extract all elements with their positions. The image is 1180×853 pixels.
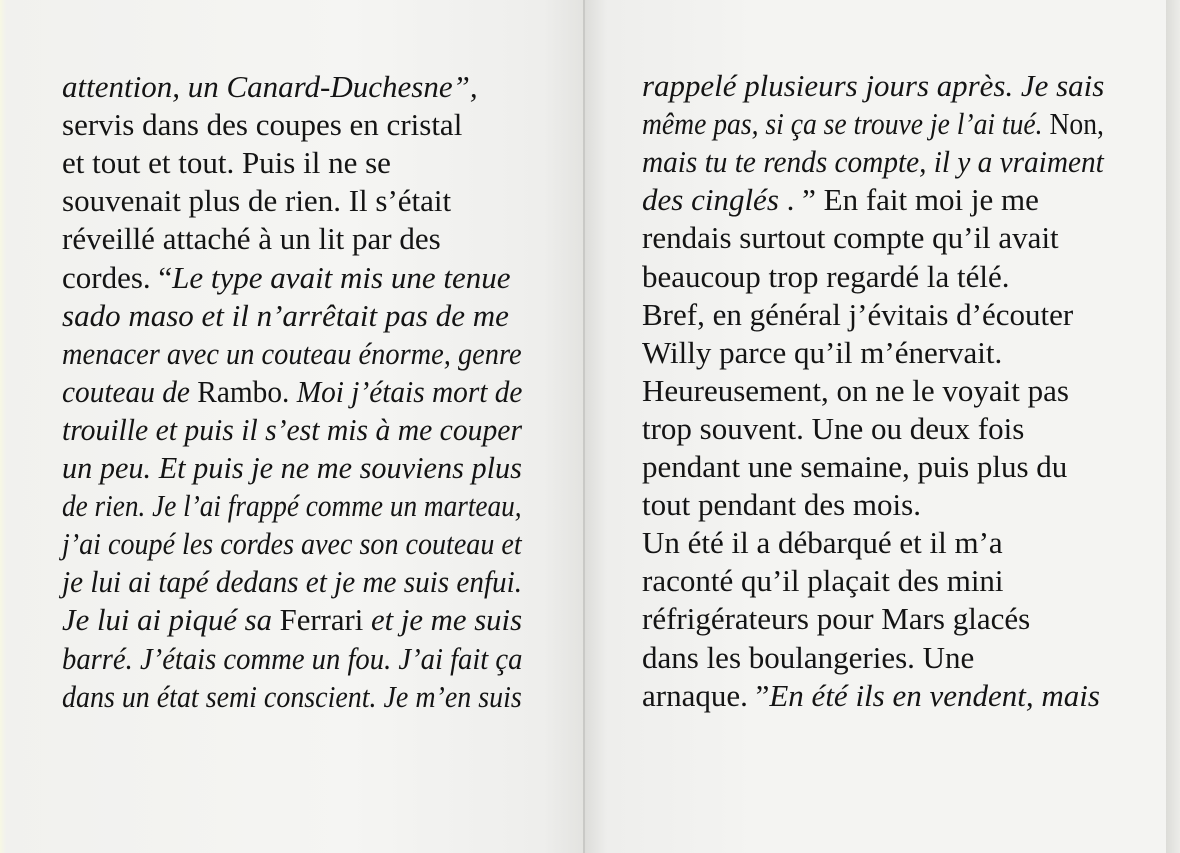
text-segment: rendais surtout compte qu’il avait xyxy=(642,220,1059,256)
text-line xyxy=(642,296,1104,334)
text-line xyxy=(62,487,522,525)
text-line xyxy=(642,372,1104,410)
text-line xyxy=(62,182,522,220)
text-segment: de rien. Je l’ai frappé comme un marteau, xyxy=(62,488,522,524)
text-line xyxy=(62,373,523,411)
text-segment: trouille et puis il s’est mis à me couper xyxy=(62,411,522,447)
text-line xyxy=(642,258,1104,296)
text-segment: j’ai coupé les cordes avec son couteau et xyxy=(62,526,522,562)
text-line xyxy=(62,640,523,678)
text-line xyxy=(642,562,1104,600)
page-edge xyxy=(0,0,6,853)
text-segment: En été ils en vendent, mais xyxy=(769,677,1100,713)
text-segment: trop souvent. Une ou deux fois xyxy=(642,410,1025,446)
text-segment: Heureusement, on ne le voyait pas xyxy=(642,372,1069,408)
text-line xyxy=(642,600,1104,638)
text-segment: sado maso et il n’arrêtait pas de me xyxy=(62,297,509,333)
text-segment: Je lui ai piqué sa xyxy=(62,602,280,638)
text-line xyxy=(62,411,522,449)
text-line xyxy=(642,448,1104,486)
text-line xyxy=(62,335,522,373)
text-segment: dans les boulangeries. Une xyxy=(642,639,975,675)
text-segment: un peu. Et puis je ne me souviens plus xyxy=(62,450,522,485)
text-line xyxy=(642,67,1103,105)
page-edge-right xyxy=(1166,0,1180,853)
text-line xyxy=(62,259,522,297)
text-line xyxy=(62,563,523,601)
book-gutter xyxy=(583,0,585,853)
text-segment: rappelé plusieurs jours après. Je sais xyxy=(642,68,1105,103)
text-segment: Ferrari xyxy=(279,602,364,638)
text-segment: Rambo. xyxy=(197,373,290,409)
text-line xyxy=(642,143,1104,181)
text-segment: réfrigérateurs pour Mars glacés xyxy=(642,601,1031,637)
text-segment: Un été il a débarqué et il m’a xyxy=(642,525,1003,561)
text-segment: réveillé attaché à un lit par des xyxy=(62,221,441,257)
text-segment: même pas, si ça se trouve je l’ai tué. xyxy=(642,106,1050,142)
text-segment: souvenait plus de rien. Il s’était xyxy=(62,183,452,219)
text-line xyxy=(62,601,523,639)
text-line xyxy=(642,219,1104,257)
text-segment: raconté qu’il plaçait des mini xyxy=(642,563,1004,599)
text-segment: menacer avec un couteau énorme, genre xyxy=(62,335,522,371)
text-segment: et tout et tout. Puis il ne se xyxy=(62,145,391,181)
text-segment: attention, un Canard-Duchesne”, xyxy=(62,69,478,104)
text-line xyxy=(62,220,522,258)
text-line xyxy=(642,105,1104,143)
text-line xyxy=(62,525,522,563)
text-line xyxy=(642,181,1104,219)
text-segment: Willy parce qu’il m’énervait. xyxy=(642,334,1003,370)
text-segment: Moi j’étais mort de xyxy=(289,373,523,409)
text-segment: cordes. “ xyxy=(62,259,173,295)
text-segment: mais tu te rends compte, il y a vraiment xyxy=(642,144,1104,180)
text-segment: servis dans des coupes en cristal xyxy=(62,107,463,143)
text-line xyxy=(62,678,522,716)
text-segment: pendant une semaine, puis plus du xyxy=(642,449,1068,484)
text-line xyxy=(62,68,522,106)
text-segment: et je me suis xyxy=(363,602,523,638)
text-segment: couteau de xyxy=(62,373,198,409)
text-line xyxy=(62,297,522,335)
text-segment: arnaque. ” xyxy=(642,677,770,713)
text-line xyxy=(642,486,1104,524)
text-line xyxy=(642,639,1104,677)
text-segment: barré. J’étais comme un fou. J’ai fait ça xyxy=(62,640,523,676)
text-segment: Bref, en général j’évitais d’écouter xyxy=(642,296,1074,332)
text-line xyxy=(642,410,1104,448)
text-line xyxy=(62,144,522,182)
text-segment: Le type avait mis une tenue xyxy=(172,259,511,295)
text-segment: dans un état semi conscient. Je m’en suis xyxy=(62,678,522,714)
text-line xyxy=(62,106,522,144)
text-line xyxy=(642,334,1104,372)
text-segment: je lui ai tapé dedans et je me suis enfui. xyxy=(62,564,523,600)
text-line xyxy=(642,677,1104,715)
text-segment: Non, xyxy=(1049,106,1104,142)
text-segment: beaucoup trop regardé la télé. xyxy=(642,258,1010,294)
text-segment: . ” En fait moi je me xyxy=(778,182,1039,218)
text-segment: tout pendant des mois. xyxy=(642,487,921,523)
text-line xyxy=(62,449,522,487)
text-segment: des cinglés xyxy=(642,182,779,218)
text-line xyxy=(642,524,1104,562)
